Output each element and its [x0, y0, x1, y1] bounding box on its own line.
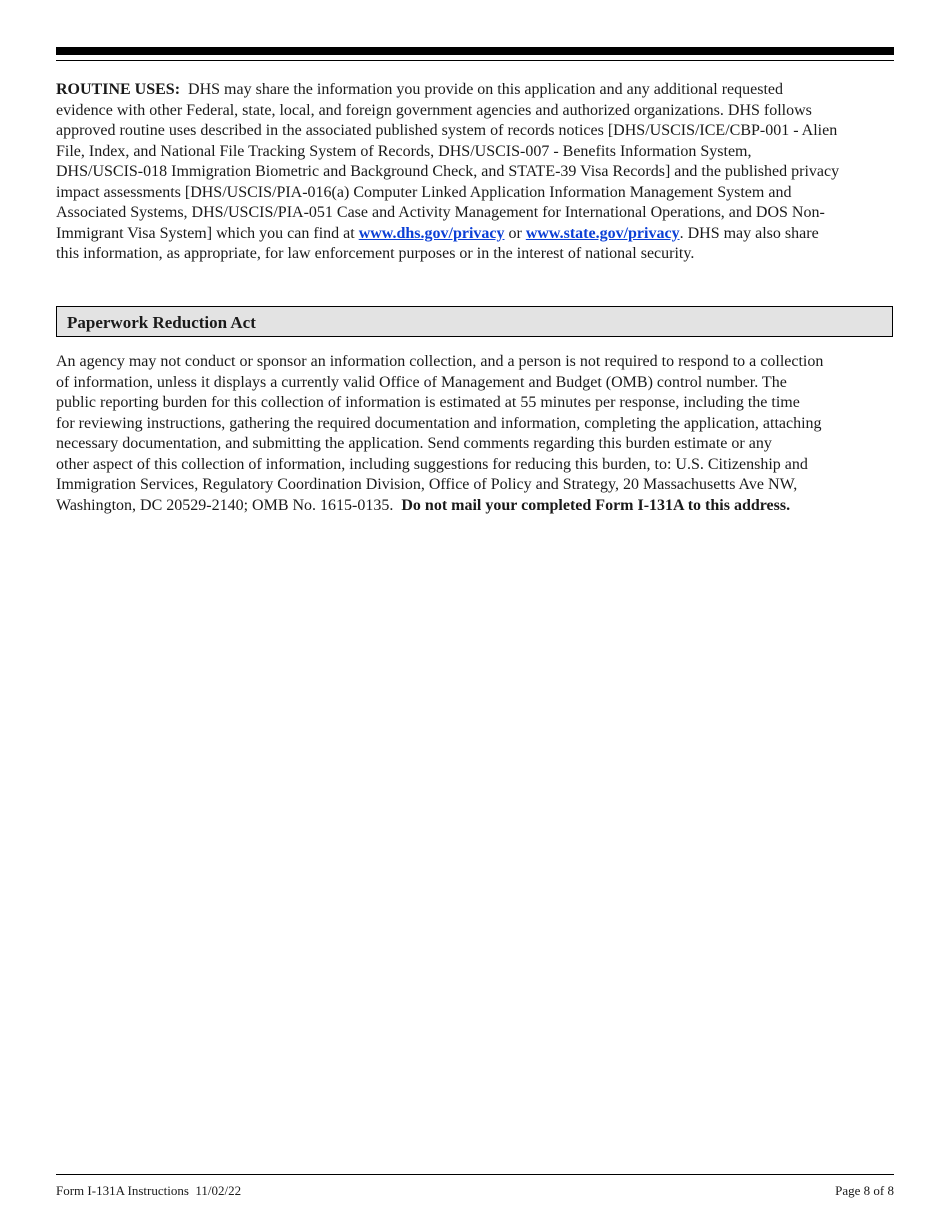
paperwork-line-8-start: Washington, DC 20529-2140; OMB No. 1615-0135. [56, 496, 394, 514]
routine-uses-paragraph [56, 80, 896, 265]
routine-uses-line-7: Associated Systems, DHS/USCIS/PIA-051 Case and Activity Management for International Operations, and DOS Non- [56, 204, 825, 221]
dhs-privacy-link[interactable]: www.dhs.gov/privacy [358, 224, 505, 242]
paperwork-line-1: An agency may not conduct or sponsor an information collection, and a person is not required to respond to a collection [56, 353, 824, 370]
routine-uses-line-8-start: Immigrant Visa System] which you can find at [56, 224, 355, 242]
routine-uses-line-9: this information, as appropriate, for law enforcement purposes or in the interest of national security. [56, 245, 695, 262]
routine-uses-label: ROUTINE USES: [56, 81, 181, 98]
paperwork-mail-warning: Do not mail your completed Form I-131A to this address. [401, 496, 791, 514]
routine-uses-line-3: approved routine uses described in the associated published system of records notices [DHS/USCIS/ICE/CBP-001 - Alien [56, 122, 838, 139]
routine-uses-line-4: File, Index, and National File Tracking System of Records, DHS/USCIS-007 - Benefits Information System, [56, 142, 752, 160]
paperwork-line-6: other aspect of this collection of information, including suggestions for reducing this burden, to: U.S. Citizenship and [56, 455, 808, 473]
footer-form-id: Form I-131A Instructions 11/02/22 [56, 1183, 242, 1198]
footer-rule [56, 1174, 894, 1175]
paperwork-section-title: Paperwork Reduction Act [67, 313, 256, 332]
routine-uses-or: or [508, 224, 522, 242]
paperwork-line-7: Immigration Services, Regulatory Coordination Division, Office of Policy and Strategy, 20 Massachusetts Ave NW, [56, 476, 798, 493]
routine-uses-line-8-end: . DHS may also share [679, 224, 819, 242]
paperwork-line-3: public reporting burden for this collection of information is estimated at 55 minutes per response, including the time [56, 394, 800, 411]
paperwork-line-2: of information, unless it displays a currently valid Office of Management and Budget (OMB) control number. The [56, 373, 787, 391]
paperwork-paragraph [56, 352, 896, 516]
paperwork-section-header [56, 306, 893, 337]
routine-uses-line-2: evidence with other Federal, state, local, and foreign government agencies and authorized organizations. DHS follows [56, 101, 812, 119]
paperwork-line-4: for reviewing instructions, gathering the required documentation and information, completing the application, attaching [56, 414, 822, 432]
paperwork-line-5: necessary documentation, and submitting the application. Send comments regarding this burden estimate or any [56, 435, 772, 452]
routine-uses-line-6: impact assessments [DHS/USCIS/PIA-016(a) Computer Linked Application Information Management System and [56, 183, 792, 201]
routine-uses-line-8 [56, 224, 896, 245]
routine-uses-line-1-text: DHS may share the information you provide on this application and any additional requested [188, 81, 783, 98]
footer-page-number: Page 8 of 8 [835, 1183, 894, 1198]
paperwork-line-8 [56, 496, 896, 517]
routine-uses-line-5: DHS/USCIS-018 Immigration Biometric and Background Check, and STATE-39 Visa Records] and the published privacy [56, 163, 840, 180]
top-thin-rule [56, 60, 894, 61]
routine-uses-line-1 [56, 80, 896, 101]
state-privacy-link[interactable]: www.state.gov/privacy [525, 224, 680, 242]
top-thick-rule [56, 47, 894, 55]
